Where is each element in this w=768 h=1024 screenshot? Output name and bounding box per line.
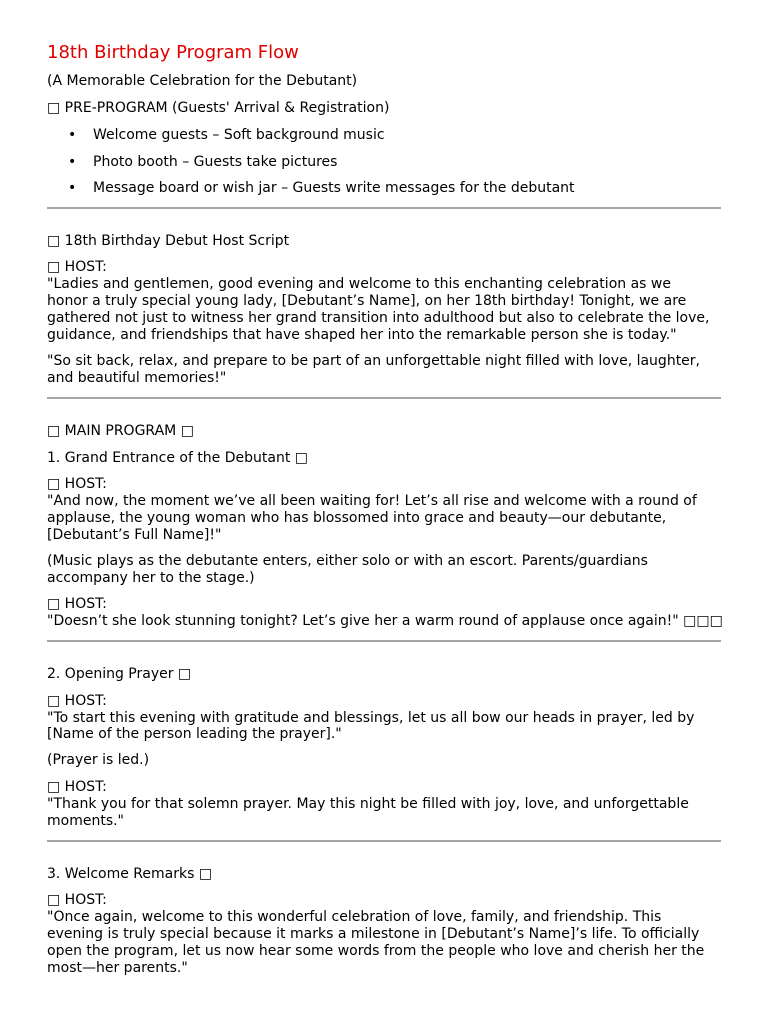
paragraph-line: "Once again, welcome to this wonderful celebration of love, family, and friendship. This <box>47 909 662 925</box>
divider <box>47 840 721 842</box>
divider <box>47 397 721 399</box>
paragraph-line: "To start this evening with gratitude and blessings, let us all bow our heads in prayer, led by <box>47 710 695 726</box>
script-heading: □ 18th Birthday Debut Host Script <box>47 233 290 249</box>
section-heading: 1. Grand Entrance of the Debutant □ <box>47 450 309 466</box>
paragraph-line: guidance, and friendships that have shaped her into the remarkable person she is today." <box>47 327 677 343</box>
preprogram-heading: □ PRE-PROGRAM (Guests' Arrival & Registration) <box>47 100 390 116</box>
paragraph-line: evening is truly special because it marks a milestone in [Debutant’s Name]’s life. To officially <box>47 926 700 942</box>
host-label: □ HOST: <box>47 259 107 275</box>
subtitle: (A Memorable Celebration for the Debutant) <box>47 73 358 89</box>
paragraph-line: "Doesn’t she look stunning tonight? Let’s give her a warm round of applause once again!" □□□ <box>47 613 723 629</box>
paragraph-line: "And now, the moment we’ve all been waiting for! Let’s all rise and welcome with a round of <box>47 493 697 509</box>
paragraph-line: [Debutant’s Full Name]!" <box>47 527 222 543</box>
paragraph-line: (Prayer is led.) <box>47 752 150 768</box>
paragraph-line: "So sit back, relax, and prepare to be part of an unforgettable night filled with love, laughter, <box>47 353 701 369</box>
host-label: □ HOST: <box>47 476 107 492</box>
section-heading: 3. Welcome Remarks □ <box>47 866 213 882</box>
paragraph-line: "Thank you for that solemn prayer. May this night be filled with joy, love, and unforgettable <box>47 796 689 812</box>
document-title: 18th Birthday Program Flow <box>47 42 299 63</box>
paragraph-line: [Name of the person leading the prayer]." <box>47 726 342 742</box>
divider <box>47 207 721 209</box>
paragraph-line: applause, the young woman who has blossomed into grace and beauty—our debutante, <box>47 510 667 526</box>
paragraph-line: "Ladies and gentlemen, good evening and welcome to this enchanting celebration as we <box>47 276 671 292</box>
host-label: □ HOST: <box>47 693 107 709</box>
host-label: □ HOST: <box>47 892 107 908</box>
paragraph-line: accompany her to the stage.) <box>47 570 255 586</box>
paragraph-line: honor a truly special young lady, [Debutant’s Name], on her 18th birthday! Tonight, we are <box>47 293 687 309</box>
section-heading: 2. Opening Prayer □ <box>47 666 192 682</box>
main-program-heading: □ MAIN PROGRAM □ <box>47 423 194 439</box>
host-label: □ HOST: <box>47 596 107 612</box>
paragraph-line: open the program, let us now hear some words from the people who love and cherish her the <box>47 943 705 959</box>
paragraph-line: and beautiful memories!" <box>47 370 227 386</box>
paragraph-line: (Music plays as the debutante enters, either solo or with an escort. Parents/guardians <box>47 553 648 569</box>
host-label: □ HOST: <box>47 779 107 795</box>
paragraph-line: moments." <box>47 813 124 829</box>
document-page: 18th Birthday Program Flow (A Memorable Celebration for the Debutant) □ PRE-PROGRAM (Guests' Arrival & Registration) Welcome guests – Soft background music Photo booth – Guests take pictures Message board or wish jar – Guests write messages for the debutant □ 18th Birthday Debut Host Script □ HOST: "Ladies and gentlemen, good evening and welcome to this enchanting celebration as we honor a truly special young lady, [Debutant’s Name], on her 18th birthday! Tonight, we are gathered not just to witness her grand transition into adulthood but also to celebrate the love, guidance, and friendships that have shaped her into the remarkable person she is today." "So sit back, relax, and prepare to be part of an unforgettable night filled with love, laughter, and beautiful memories!" □ MAIN PROGRAM □ 1. Grand Entrance of the Debutant □ □ HOST: "And now, the moment we’ve all been waiting for! Let’s all rise and welcome with a round of applause, the young woman who has blossomed into grace and beauty—our debutante, [Debutant’s Full Name]!" (Music plays as the debutante enters, either solo or with an escort. Parents/guardians accompany her to the stage.) □ HOST: "Doesn’t she look stunning tonight? Let’s give her a warm round of applause once again!" □□□ 2. Opening Prayer □ □ HOST: "To start this evening with gratitude and blessings, let us all bow our heads in prayer, led by [Name of the person leading the prayer]." (Prayer is led.) □ HOST: "Thank you for that solemn prayer. May this night be filled with joy, love, and unforgettable moments." 3. Welcome Remarks □ □ HOST: "Once again, welcome to this wonderful celebration of love, family, and friendship. This evening is truly special because it marks a milestone in [Debutant’s Name]’s life. To officially open the program, let us now hear some words from the people who love and cherish her the most—her parents." <box>47 42 723 976</box>
paragraph-line: most—her parents." <box>47 960 188 976</box>
paragraph-line: gathered not just to witness her grand transition into adulthood but also to celebrate the love, <box>47 310 710 326</box>
divider <box>47 640 721 642</box>
